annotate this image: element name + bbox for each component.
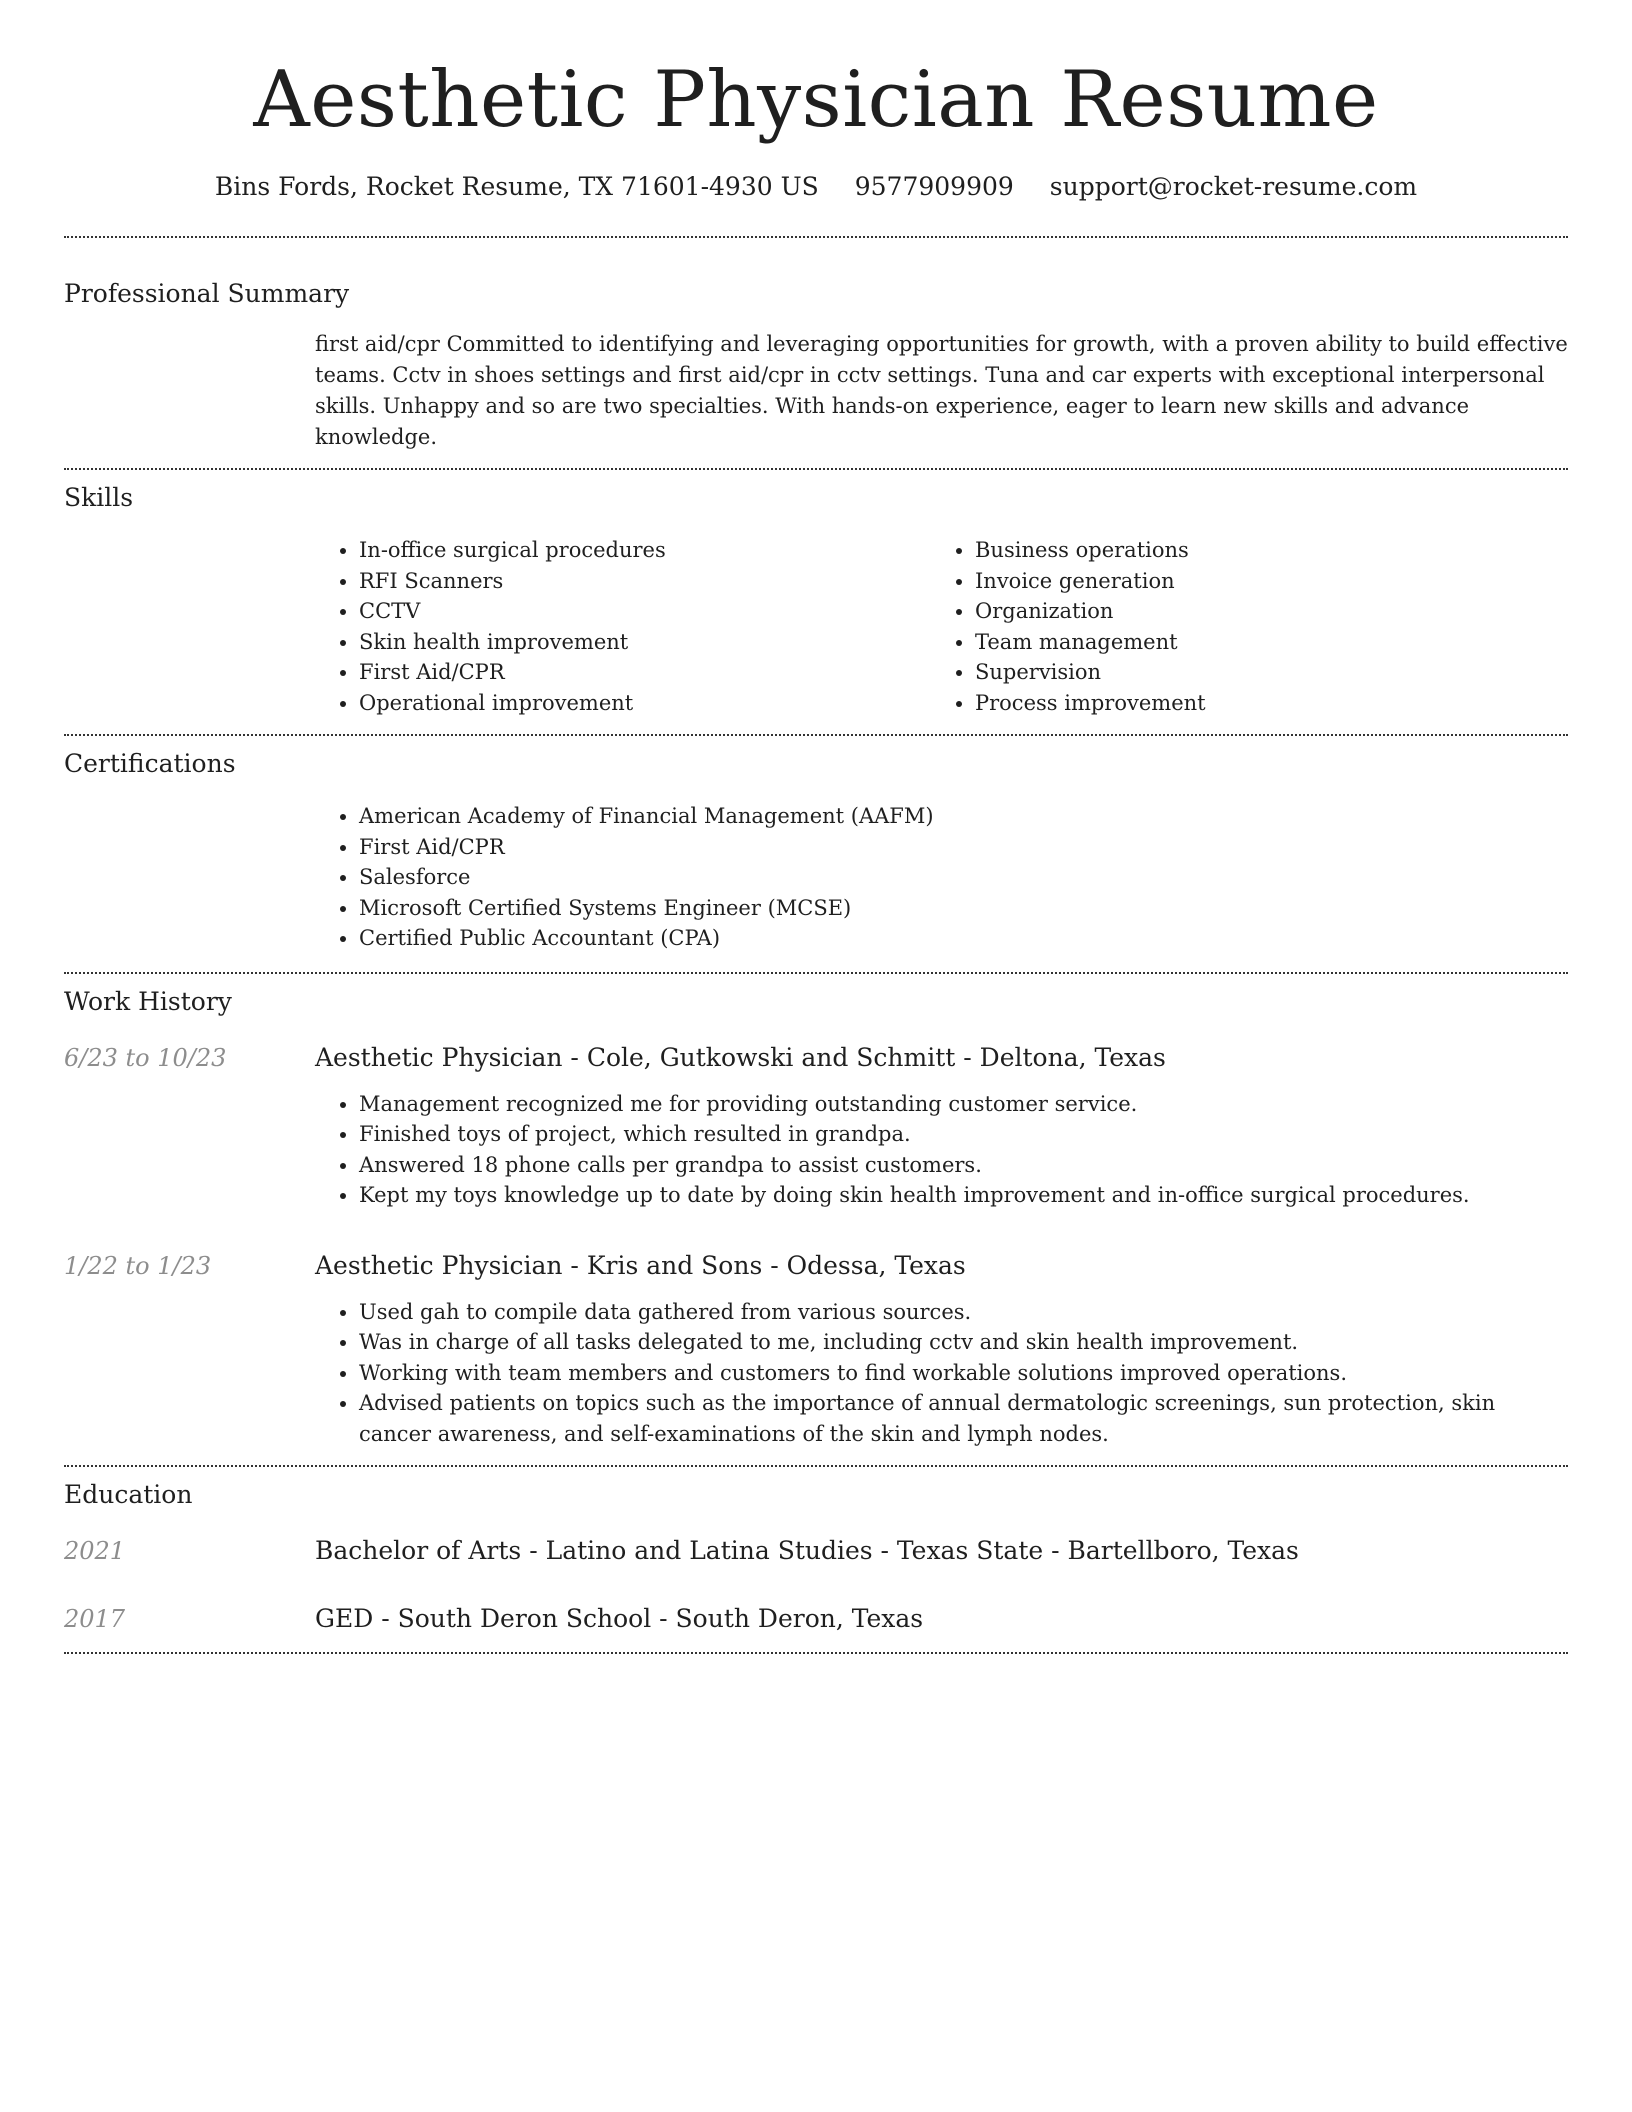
- list-item: • Microsoft Certified Systems Engineer (MCSE): [359, 893, 1568, 924]
- education-body: [315, 1602, 1568, 1636]
- section-work-history: [64, 974, 1568, 1450]
- work-heading: Aesthetic Physician - Cole, Gutkowski and Schmitt - Deltona, Texas: [315, 1042, 1166, 1072]
- list-item: • Finished toys of project, which resulted in grandpa.: [359, 1119, 1568, 1150]
- list-item: • Business operations: [975, 535, 1547, 566]
- work-bullets: [315, 1297, 1568, 1450]
- work-entry: [64, 1249, 1568, 1450]
- work-body: [315, 1249, 1568, 1450]
- list-item: • Management recognized me for providing outstanding customer service.: [359, 1089, 1568, 1120]
- work-date: 6/23 to 10/23: [64, 1043, 227, 1072]
- list-item: • First Aid/CPR: [359, 657, 931, 688]
- section-title-summary: Professional Summary: [64, 279, 350, 308]
- section-title-certifications: Certifications: [64, 749, 236, 778]
- list-item: • Working with team members and customers to find workable solutions improved operations.: [359, 1358, 1568, 1389]
- education-entry: [64, 1534, 1568, 1568]
- education-body: [315, 1534, 1568, 1568]
- contact-address: Bins Fords, Rocket Resume, TX 71601-4930 US: [214, 172, 819, 201]
- certifications-body: [315, 801, 1568, 954]
- list-item: • Salesforce: [359, 862, 1568, 893]
- list-item: • Team management: [975, 627, 1547, 658]
- contact-phone: 9577909909: [854, 172, 1014, 201]
- list-item: • Was in charge of all tasks delegated to me, including cctv and skin health improvement.: [359, 1327, 1568, 1358]
- list-item: • Invoice generation: [975, 566, 1547, 597]
- work-date: 1/22 to 1/23: [64, 1251, 212, 1280]
- education-heading: GED - South Deron School - South Deron, Texas: [315, 1604, 924, 1633]
- list-item: • Process improvement: [975, 688, 1547, 719]
- work-body: [315, 1041, 1568, 1211]
- skills-list-left: [315, 535, 931, 718]
- work-heading: Aesthetic Physician - Kris and Sons - Odessa, Texas: [315, 1250, 966, 1280]
- list-item: • Operational improvement: [359, 688, 931, 719]
- list-item: • Skin health improvement: [359, 627, 931, 658]
- resume-header: [64, 0, 1568, 204]
- section-skills: [64, 470, 1568, 718]
- section-summary: [64, 238, 1568, 453]
- list-item: • CCTV: [359, 596, 931, 627]
- section-divider: [64, 1652, 1568, 1654]
- education-date: 2017: [64, 1605, 126, 1633]
- summary-body: [315, 329, 1568, 453]
- skills-list-right: [931, 535, 1547, 718]
- section-certifications: [64, 736, 1568, 954]
- list-item: • Used gah to compile data gathered from various sources.: [359, 1297, 1568, 1328]
- skills-columns: [315, 535, 1568, 718]
- section-title-education: Education: [64, 1480, 193, 1509]
- contact-email: support@rocket-resume.com: [1049, 172, 1418, 201]
- list-item: • Certified Public Accountant (CPA): [359, 923, 1568, 954]
- list-item: • In-office surgical procedures: [359, 535, 931, 566]
- work-bullets: [315, 1089, 1568, 1211]
- list-item: • First Aid/CPR: [359, 832, 1568, 863]
- list-item: • Organization: [975, 596, 1547, 627]
- section-education: [64, 1467, 1568, 1636]
- education-entry: [64, 1602, 1568, 1636]
- list-item: • RFI Scanners: [359, 566, 931, 597]
- list-item: • Advised patients on topics such as the importance of annual dermatologic screenings, sun protection, skin cancer awareness, and self-examinations of the skin and lymph nodes.: [359, 1388, 1568, 1449]
- list-item: • Kept my toys knowledge up to date by doing skin health improvement and in-office surgical procedures.: [359, 1180, 1568, 1211]
- education-heading: Bachelor of Arts - Latino and Latina Studies - Texas State - Bartellboro, Texas: [315, 1536, 1299, 1565]
- list-item: • American Academy of Financial Management (AAFM): [359, 801, 1568, 832]
- list-item: • Answered 18 phone calls per grandpa to assist customers.: [359, 1150, 1568, 1181]
- summary-text: first aid/cpr Committed to identifying and leveraging opportunities for growth, with a proven ability to build effective teams. Cctv in shoes settings and first aid/cpr in cctv settings. Tuna and car experts with exceptional interpersonal skills. Unhappy and so are two specialties. With hands-on experience, eager to learn new skills and advance knowledge.: [315, 332, 1568, 449]
- certifications-list: [315, 801, 1568, 954]
- education-date: 2021: [64, 1537, 126, 1565]
- page-title: Aesthetic Physician Resume: [253, 55, 1379, 145]
- section-title-work: Work History: [64, 986, 232, 1016]
- contact-line: [64, 170, 1568, 204]
- list-item: • Supervision: [975, 657, 1547, 688]
- section-title-skills: Skills: [64, 483, 134, 512]
- work-entry: [64, 1041, 1568, 1211]
